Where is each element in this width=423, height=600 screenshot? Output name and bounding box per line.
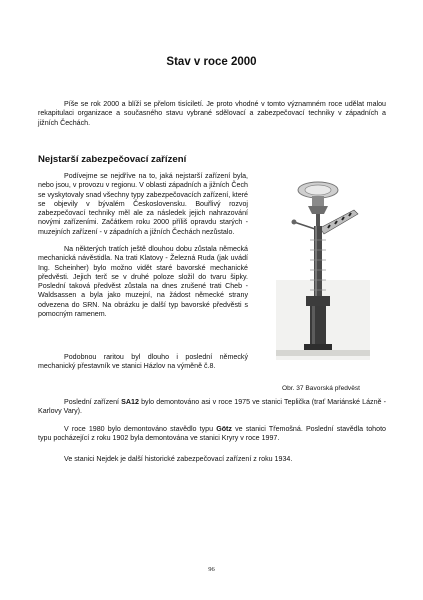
paragraph-gotz-prefix: V roce 1980 bylo demontováno stavědlo typu (64, 425, 217, 433)
bavarian-distant-signal-photo (268, 170, 378, 360)
paragraph-sa12-prefix: Poslední zařízení (64, 398, 122, 406)
paragraph-oldest-equipment: Podívejme se nejdříve na to, jaká nejstarší zařízení byla, nebo jsou, v provozu v regionu. V oblasti západních a jižních Čech se vyskytovaly snad všechny typy zabezpečovacích zařízení, které se objevily v bývalém Československu. Bouřlivý rozvoj zabezpečovací techniky měl ale za následek jejich nahrazování novými zařízeními. Začátkem roku 2000 příliš opravdu starých - muzejních zařízení - v západních a jižních Čechách nezůstalo. (38, 172, 248, 236)
paragraph-bavarian-signals: Na některých tratích ještě dlouhou dobu zůstala německá mechanická návěstidla. Na trati Klatovy - Železná Ruda (jak uvádí Ing. Scheinher) bylo možno vidět staré bavorské mechanické předvěsti. Jejich terč se v druhé poloze složil do tvaru šipky. Poslední taková předvěst zůstala na dnes zrušené trati Cheb - Waldsassen a byla jako muzejní, na žádost německé strany odvezena do SRN. Na obrázku je další typ bavorské předvěsti s pomocným ramenem. (38, 245, 248, 319)
intro-paragraph: Píše se rok 2000 a blíží se přelom tisíciletí. Je proto vhodné v tomto významném roce udělat malou rekapitulaci organizace a současného stavu vybrané sdělovací a zabezpečovací techniky v západních a jižních Čechách. (38, 100, 386, 127)
section-heading: Nejstarší zabezpečovací zařízení (38, 154, 187, 165)
paragraph-gotz (38, 425, 386, 444)
paragraph-nejdek: Ve stanici Nejdek je další historické zabezpečovací zařízení z roku 1934. (64, 455, 293, 463)
paragraph-gotz-bold: Götz (216, 425, 232, 433)
page-number: 96 (208, 566, 215, 573)
paragraph-sa12-bold: SA12 (121, 398, 139, 406)
paragraph-sa12-suffix: bylo demontováno asi v roce 1975 ve stanici Teplička (trať Mariánské Lázně - Karlovy Vary). (38, 398, 387, 416)
page-title: Stav v roce 2000 (166, 56, 257, 68)
paragraph-gotz-suffix: ve stanici Třemošná. Poslední stavědla tohoto typu pocházející z roku 1902 byla demontována ve stanici Kryry v roce 1997. (38, 425, 386, 443)
paragraph-hazlov: Podobnou raritou byl dlouho i poslední německý mechanický přestavník ve stanici Házlov na výměně č.8. (38, 353, 248, 371)
figure-caption: Obr. 37 Bavorská předvěst (281, 385, 361, 392)
paragraph-sa12 (38, 398, 386, 417)
